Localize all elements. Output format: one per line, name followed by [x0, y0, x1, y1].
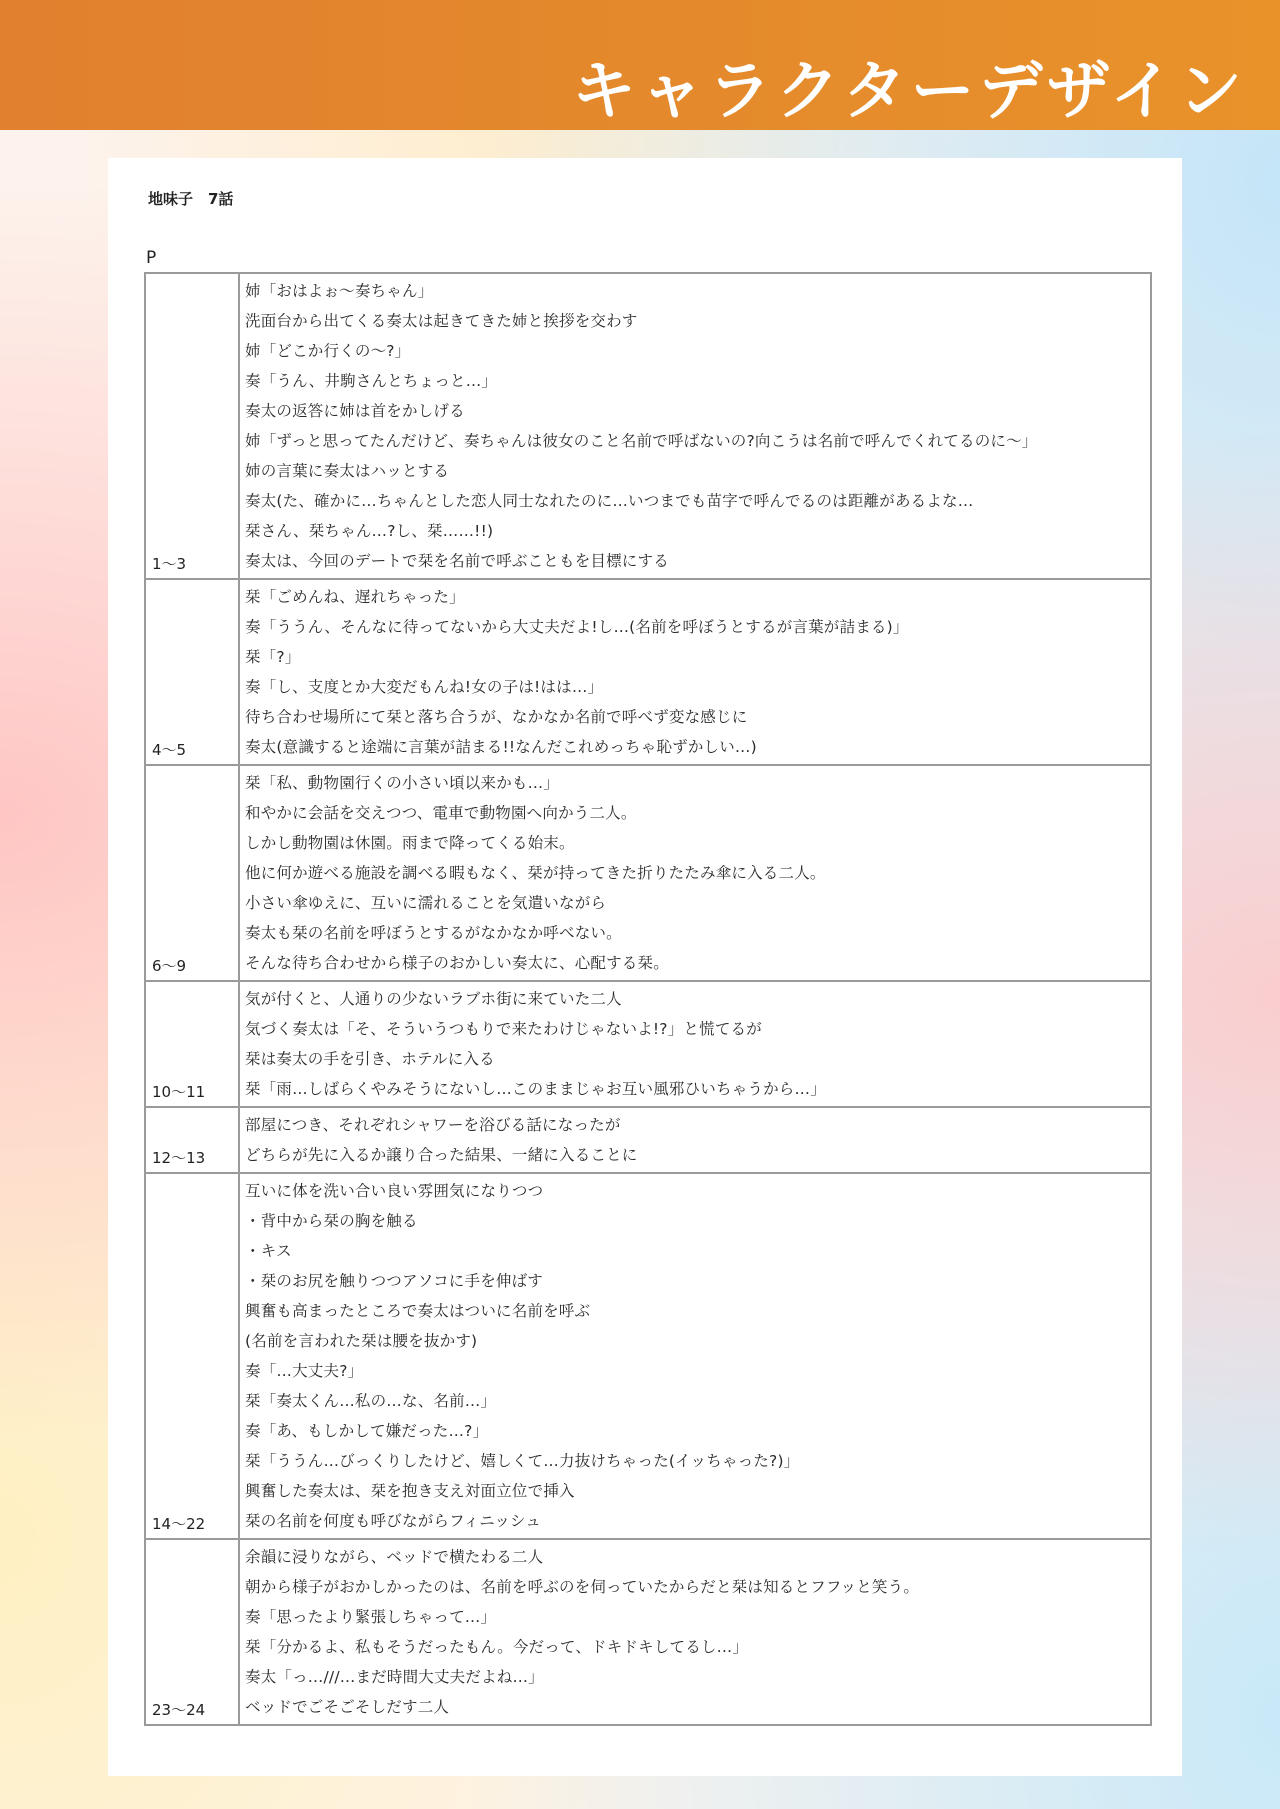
script-line: 栞「分かるよ、私もそうだったもん。今だって、ドキドキしてるし…」 [245, 1638, 749, 1656]
scene-content [239, 1107, 1151, 1173]
script-line: 待ち合わせ場所にて栞と落ち合うが、なかなか名前で呼べず変な感じに [245, 708, 748, 726]
script-line: (名前を言われた栞は腰を抜かす) [245, 1332, 478, 1350]
scene-pages: 6～9 [145, 765, 239, 981]
script-line: 栞は奏太の手を引き、ホテルに入る [245, 1050, 495, 1068]
scene-row [145, 765, 1151, 981]
page-heading: キャラクターデザイン [571, 55, 1246, 129]
script-line: 奏「ううん、そんなに待ってないから大丈夫だよ!し…(名前を呼ぼうとするが言葉が詰まる)」 [245, 618, 909, 636]
scene-row [145, 981, 1151, 1107]
scene-content [239, 765, 1151, 981]
script-line: 栞「ううん…びっくりしたけど、嬉しくて…力抜けちゃった(イッちゃった?)」 [245, 1452, 800, 1470]
script-line: 気が付くと、人通りの少ないラブホ街に来ていた二人 [245, 990, 622, 1008]
scene-content [239, 273, 1151, 579]
scene-row [145, 579, 1151, 765]
scene-row [145, 1539, 1151, 1725]
script-line: 奏「…大丈夫?」 [245, 1362, 364, 1380]
script-line: 和やかに会話を交えつつ、電車で動物園へ向かう二人。 [245, 804, 637, 822]
page-column-label: P [146, 248, 157, 268]
scene-row [145, 273, 1151, 579]
script-line: 小さい傘ゆえに、互いに濡れることを気遣いながら [245, 894, 607, 912]
document-title: 地味子 7話 [148, 190, 234, 208]
header-banner [0, 0, 1280, 130]
scene-row [145, 1107, 1151, 1173]
script-line: 気づく奏太は「そ、そういうつもりで来たわけじゃないよ!?」と慌てるが [245, 1020, 762, 1038]
scene-content [239, 981, 1151, 1107]
script-line: 奏太(意識すると途端に言葉が詰まる!!なんだこれめっちゃ恥ずかしい…) [245, 738, 757, 756]
script-line: 奏太「っ…///…まだ時間大丈夫だよね…」 [245, 1668, 544, 1686]
scene-pages: 14～22 [145, 1173, 239, 1539]
script-line: 栞「奏太くん…私の…な、名前…」 [245, 1392, 497, 1410]
scene-pages: 10～11 [145, 981, 239, 1107]
script-line: 余韻に浸りながら、ベッドで横たわる二人 [245, 1548, 544, 1566]
scene-content [239, 1173, 1151, 1539]
script-line: 栞「?」 [245, 648, 301, 666]
document-sheet [108, 158, 1182, 1776]
scene-pages: 12～13 [145, 1107, 239, 1173]
script-line: 姉の言葉に奏太はハッとする [245, 462, 450, 480]
script-line: 姉「おはよぉ～奏ちゃん」 [245, 282, 434, 300]
script-line: 栞「ごめんね、遅れちゃった」 [245, 588, 465, 606]
script-line: ・キス [245, 1242, 292, 1260]
script-line: 奏太も栞の名前を呼ぼうとするがなかなか呼べない。 [245, 924, 622, 942]
scene-row [145, 1173, 1151, 1539]
script-line: 栞の名前を何度も呼びながらフィニッシュ [245, 1512, 542, 1530]
script-line: 互いに体を洗い合い良い雰囲気になりつつ [245, 1182, 544, 1200]
script-line: 洗面台から出てくる奏太は起きてきた姉と挨拶を交わす [245, 312, 638, 330]
script-line: 奏太は、今回のデートで栞を名前で呼ぶこともを目標にする [245, 552, 669, 570]
scene-content [239, 1539, 1151, 1725]
script-line: しかし動物園は休園。雨まで降ってくる始末。 [245, 834, 575, 852]
script-line: 他に何か遊べる施設を調べる暇もなく、栞が持ってきた折りたたみ傘に入る二人。 [245, 864, 826, 882]
scene-pages: 23～24 [145, 1539, 239, 1725]
script-line: 姉「どこか行くの～?」 [245, 342, 411, 360]
script-line: 栞さん、栞ちゃん…?し、栞……!!) [245, 522, 494, 540]
scene-table [144, 272, 1152, 1726]
script-line: どちらが先に入るか譲り合った結果、一緒に入ることに [245, 1146, 638, 1164]
script-line: 奏太の返答に姉は首をかしげる [245, 402, 465, 420]
script-line: 姉「ずっと思ってたんだけど、奏ちゃんは彼女のこと名前で呼ばないの?向こうは名前で呼んでくれてるのに～」 [245, 432, 1038, 450]
script-line: 奏「あ、もしかして嫌だった…?」 [245, 1422, 489, 1440]
script-line: 奏「し、支度とか大変だもんね!女の子は!はは…」 [245, 678, 604, 696]
script-line: 奏太(た、確かに…ちゃんとした恋人同士なれたのに…いつまでも苗字で呼んでるのは距離があるよな… [245, 492, 974, 510]
scene-pages: 1～3 [145, 273, 239, 579]
script-line: ・栞のお尻を触りつつアソコに手を伸ばす [245, 1272, 543, 1290]
scene-pages: 4～5 [145, 579, 239, 765]
script-line: 奏「うん、井駒さんとちょっと…」 [245, 372, 498, 390]
script-line: 興奮も高まったところで奏太はついに名前を呼ぶ [245, 1302, 591, 1320]
script-line: 栞「雨…しばらくやみそうにないし…このままじゃお互い風邪ひいちゃうから…」 [245, 1080, 826, 1098]
script-line: 朝から様子がおかしかったのは、名前を呼ぶのを伺っていたからだと栞は知るとフフッと笑う。 [245, 1578, 920, 1596]
script-line: そんな待ち合わせから様子のおかしい奏太に、心配する栞。 [245, 954, 669, 972]
script-line: 栞「私、動物園行くの小さい頃以来かも…」 [245, 774, 560, 792]
script-line: 部屋につき、それぞれシャワーを浴びる話になったが [245, 1116, 621, 1134]
script-line: ・背中から栞の胸を触る [245, 1212, 418, 1230]
scene-content [239, 579, 1151, 765]
script-line: ベッドでごそごそしだす二人 [245, 1698, 450, 1716]
script-line: 興奮した奏太は、栞を抱き支え対面立位で挿入 [245, 1482, 575, 1500]
script-line: 奏「思ったより緊張しちゃって…」 [245, 1608, 497, 1626]
